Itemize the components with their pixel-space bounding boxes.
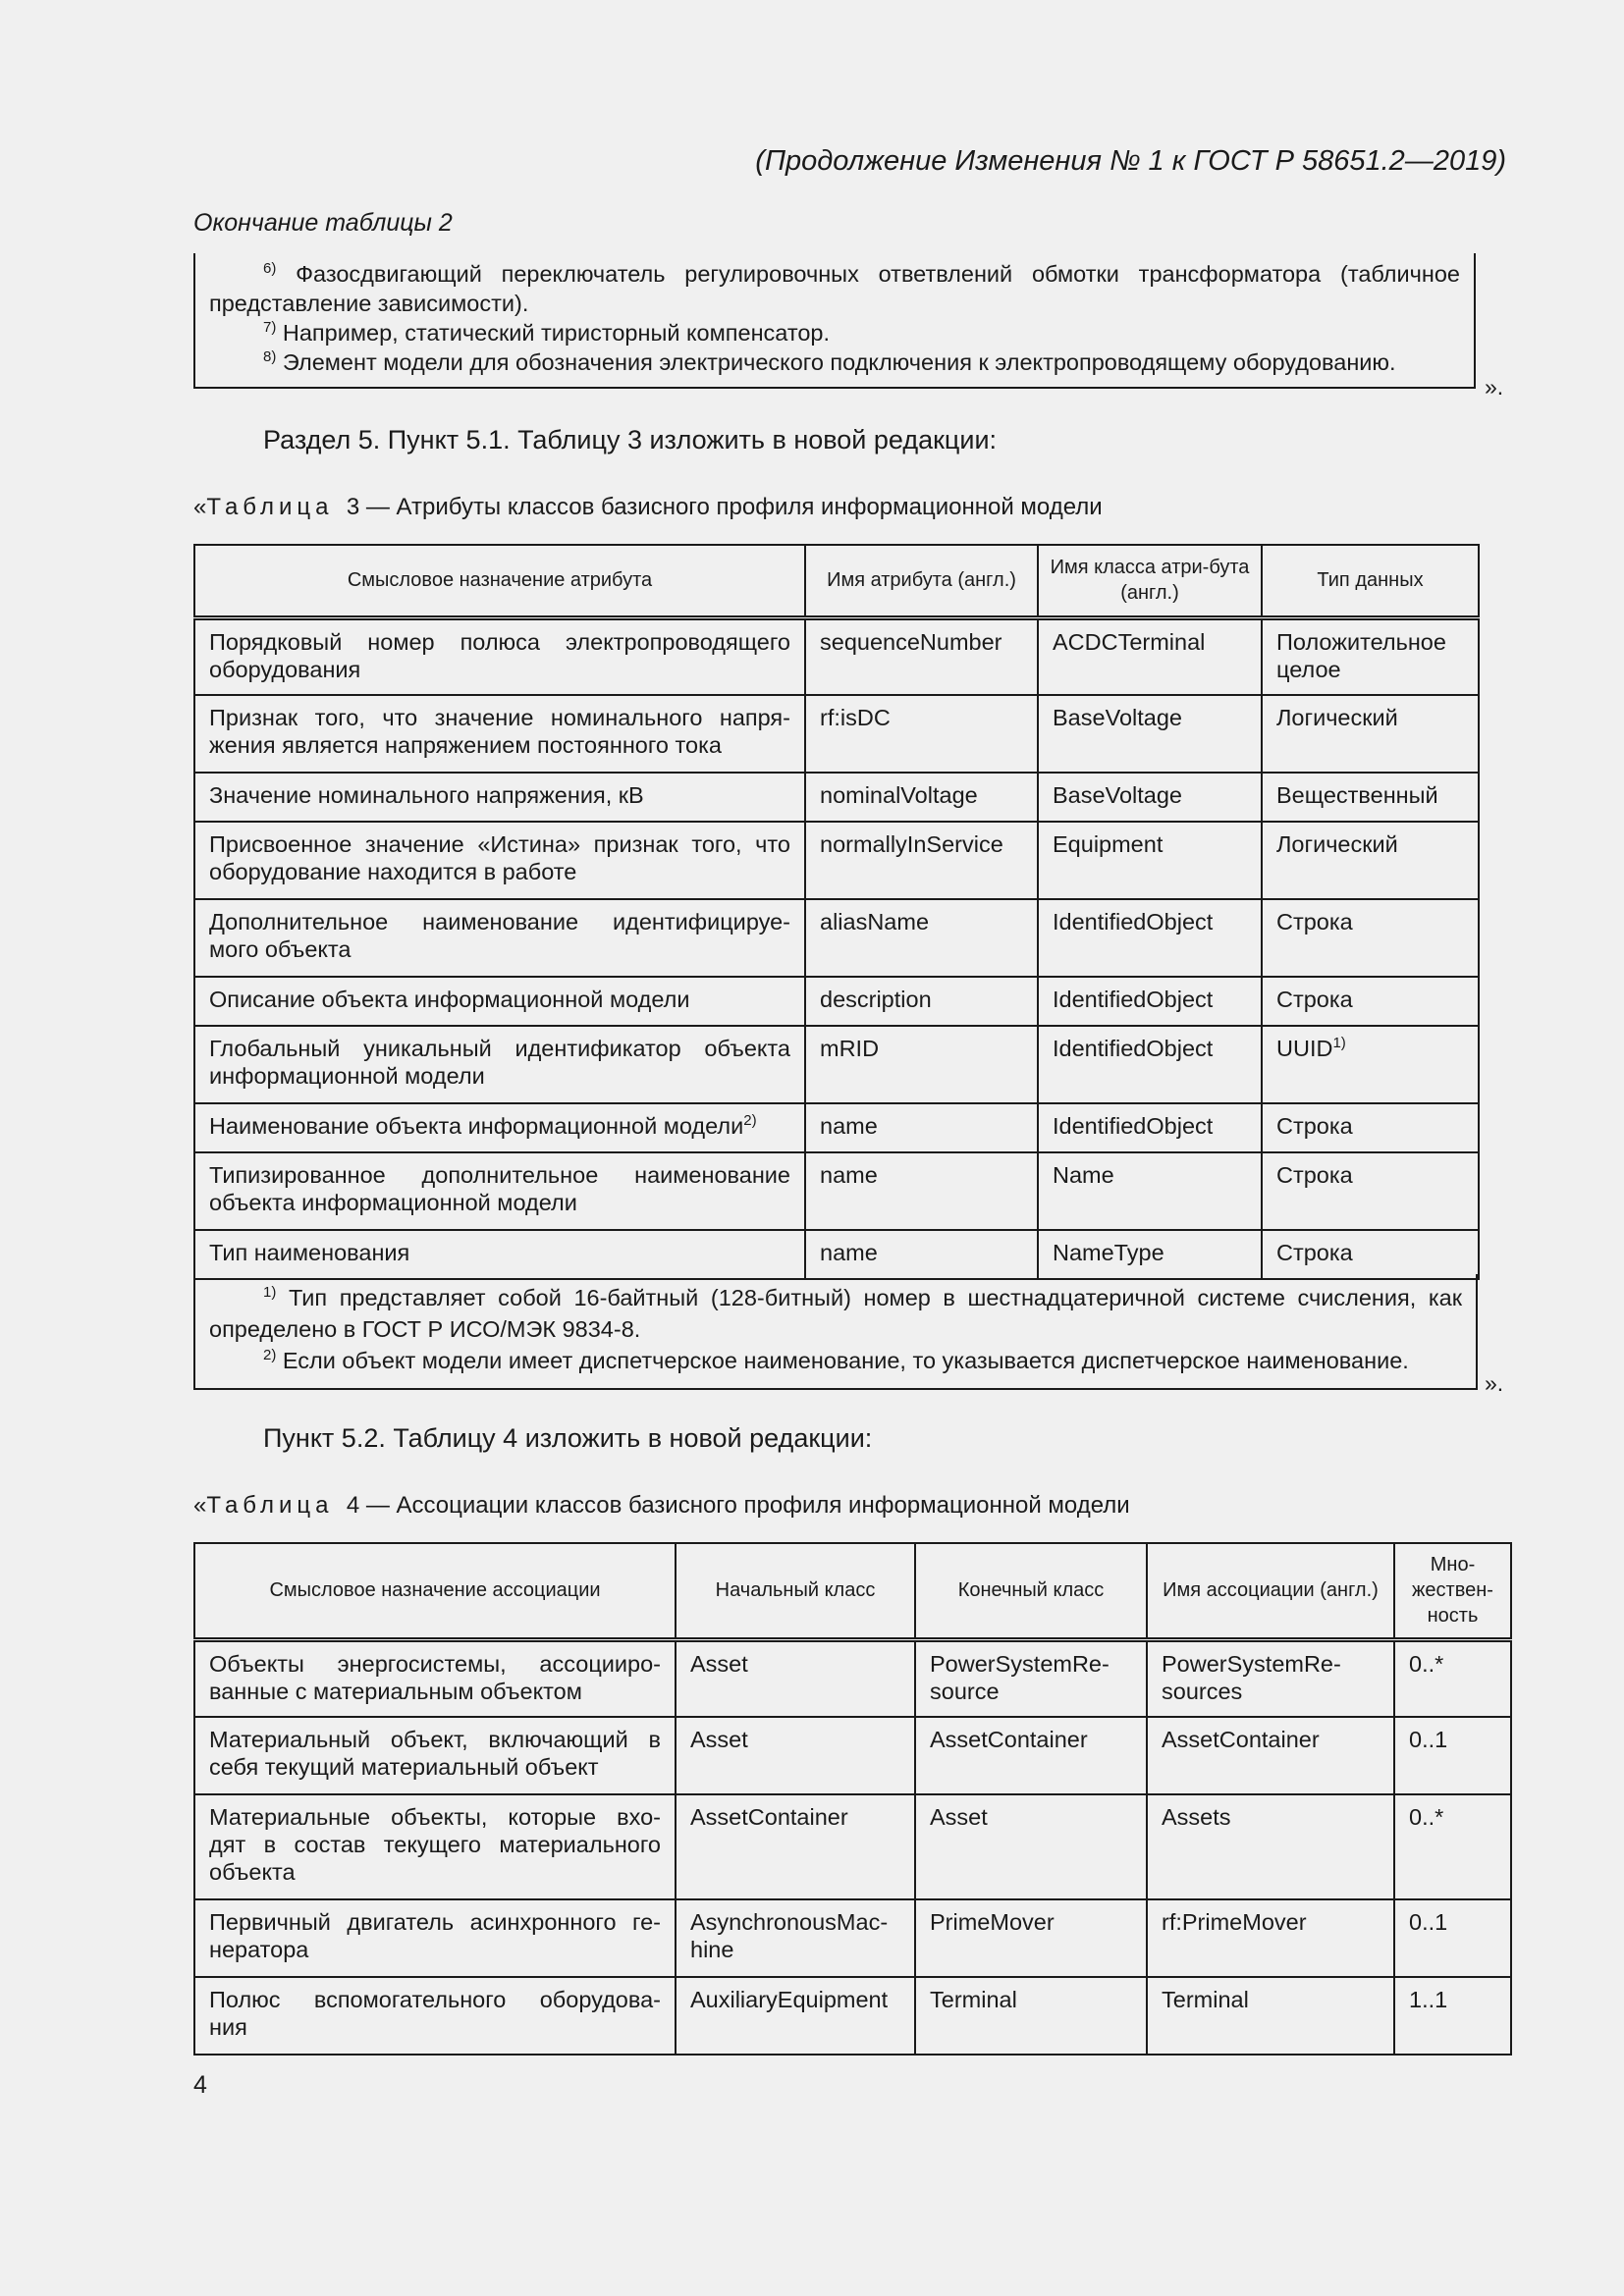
attr-description-cell: Тип наименования [194,1230,805,1279]
attr-name-cell: name [805,1230,1038,1279]
footnote-1: $^{1)}$ Тип представляет собой 16-байтный (128-битный) номер в шестнадцатеричной системе счисления, как [263,1284,1462,1310]
attr-class-cell: BaseVoltage [1038,773,1262,822]
start-class-cell: AsynchronousMac-hine [676,1899,915,1977]
attr-class-cell: ACDCTerminal [1038,617,1262,695]
assoc-name-cell: AssetContainer [1147,1717,1394,1794]
start-class-cell: AuxiliaryEquipment [676,1977,915,2055]
table-row [194,1717,1511,1794]
start-class-cell: Asset [676,1717,915,1794]
col-header: Конечный класс [915,1543,1147,1639]
col-header: Смысловое назначение ассоциации [194,1543,676,1639]
table-row [194,1026,1479,1103]
attr-name-cell: normallyInService [805,822,1038,899]
table-row [194,1152,1479,1230]
multiplicity-cell: 1..1 [1394,1977,1511,2055]
data-type-cell: Вещественный [1262,773,1479,822]
col-header: Мно-жествен-ность [1394,1543,1511,1639]
attr-class-cell: NameType [1038,1230,1262,1279]
attr-description-cell: Значение номинального напряжения, кВ [194,773,805,822]
table-row [194,1103,1479,1152]
attr-name-cell: aliasName [805,899,1038,977]
col-header: Имя ассоциации (англ.) [1147,1543,1394,1639]
table-row [194,1639,1511,1717]
data-type-cell: Строка [1262,977,1479,1026]
table3-closing-quote: ». [1485,1370,1504,1396]
attr-name-cell: mRID [805,1026,1038,1103]
assoc-name-cell: rf:PrimeMover [1147,1899,1394,1977]
data-type-cell: Положительное целое [1262,617,1479,695]
assoc-description-cell: Материальные объекты, которые вхо- дят в состав текущего материального объекта [194,1794,676,1899]
data-type-cell: Строка [1262,1230,1479,1279]
table2-closing-quote: ». [1485,374,1504,400]
attr-class-cell: Equipment [1038,822,1262,899]
attr-name-cell: sequenceNumber [805,617,1038,695]
attr-description-cell: Глобальный уникальный идентификатор объекта информационной модели [194,1026,805,1103]
footnote-2: $^{2)}$ Если объект модели имеет диспетчерское наименование, то указывается диспетчерское наименование. [263,1347,1409,1373]
col-header: Смысловое назначение атрибута [194,545,805,617]
table3-header-row [194,545,1479,617]
multiplicity-cell: 0..* [1394,1639,1511,1717]
footnote-1-cont: определено в ГОСТ Р ИСО/МЭК 9834-8. [209,1316,641,1342]
assoc-description-cell: Первичный двигатель асинхронного ге- нератора [194,1899,676,1977]
footnote-8: $^{8)}$ Элемент модели для обозначения электрического подключения к электропроводящему оборудованию. [263,348,1396,375]
footnote-6-cont: представление зависимости). [209,291,529,316]
attr-class-cell: IdentifiedObject [1038,1026,1262,1103]
data-type-cell: Строка [1262,1152,1479,1230]
attr-description-cell: Присвоенное значение «Истина» признак того, что оборудование находится в работе [194,822,805,899]
table2-footnotes [193,253,1476,389]
footnote-6: $^{6)}$ Фазосдвигающий переключатель регулировочных ответвлений обмотки трансформатора (табличное [263,260,1461,287]
attr-name-cell: nominalVoltage [805,773,1038,822]
table-row [194,822,1479,899]
table-row [194,1230,1479,1279]
multiplicity-cell: 0..* [1394,1794,1511,1899]
footnote-7: $^{7)}$ Например, статический тиристорный компенсатор. [263,319,831,346]
table4-header-row [194,1543,1511,1639]
start-class-cell: Asset [676,1639,915,1717]
table-row [194,617,1479,695]
attr-class-cell: BaseVoltage [1038,695,1262,773]
data-type-cell: Строка [1262,1103,1479,1152]
data-type-cell: Логический [1262,695,1479,773]
assoc-description-cell: Полюс вспомогательного оборудова- ния [194,1977,676,2055]
table3 [193,544,1480,1280]
end-class-cell: PowerSystemRe-source [915,1639,1147,1717]
attr-description-cell: Дополнительное наименование идентифицируе- мого объекта [194,899,805,977]
assoc-description-cell: Объекты энергосистемы, ассоцииро- ванные с материальным объектом [194,1639,676,1717]
attr-class-cell: IdentifiedObject [1038,899,1262,977]
assoc-name-cell: PowerSystemRe-sources [1147,1639,1394,1717]
attr-name-cell: rf:isDC [805,695,1038,773]
assoc-name-cell: Assets [1147,1794,1394,1899]
col-header: Имя атрибута (англ.) [805,545,1038,617]
table-row [194,695,1479,773]
table-row [194,1899,1511,1977]
data-type-cell: Строка [1262,899,1479,977]
data-type-cell: UUID$^{1)}$ [1262,1026,1479,1103]
end-class-cell: PrimeMover [915,1899,1147,1977]
table-row [194,773,1479,822]
col-header: Имя класса атри-бута (англ.) [1038,545,1262,617]
attr-name-cell: name [805,1103,1038,1152]
attr-description-cell: Порядковый номер полюса электропроводящего оборудования [194,617,805,695]
start-class-cell: AssetContainer [676,1794,915,1899]
table4-caption: «Таблица 4 — Ассоциации классов базисного профиля информационной модели [193,1492,1130,1519]
end-class-cell: Terminal [915,1977,1147,2055]
attr-description-cell: Типизированное дополнительное наименование объекта информационной модели [194,1152,805,1230]
section52-instruction: Пункт 5.2. Таблицу 4 изложить в новой редакции: [263,1423,873,1453]
table-row [194,899,1479,977]
table3-footnotes [193,1274,1478,1390]
page-number: 4 [193,2071,207,2099]
data-type-cell: Логический [1262,822,1479,899]
page-header: (Продолжение Изменения № 1 к ГОСТ Р 58651.2—2019) [755,145,1506,177]
attr-class-cell: IdentifiedObject [1038,977,1262,1026]
assoc-name-cell: Terminal [1147,1977,1394,2055]
attr-description-cell: Признак того, что значение номинального напря- жения является напряжением постоянного тока [194,695,805,773]
col-header: Тип данных [1262,545,1479,617]
attr-class-cell: IdentifiedObject [1038,1103,1262,1152]
attr-class-cell: Name [1038,1152,1262,1230]
end-class-cell: AssetContainer [915,1717,1147,1794]
multiplicity-cell: 0..1 [1394,1899,1511,1977]
section5-instruction: Раздел 5. Пункт 5.1. Таблицу 3 изложить в новой редакции: [263,425,998,454]
end-class-cell: Asset [915,1794,1147,1899]
col-header: Начальный класс [676,1543,915,1639]
table-row [194,1794,1511,1899]
table-row [194,977,1479,1026]
attr-name-cell: description [805,977,1038,1026]
table3-caption: «Таблица 3 — Атрибуты классов базисного профиля информационной модели [193,494,1103,520]
table2-end-caption: Окончание таблицы 2 [193,209,453,237]
attr-description-cell: Описание объекта информационной модели [194,977,805,1026]
multiplicity-cell: 0..1 [1394,1717,1511,1794]
table4 [193,1542,1512,2056]
assoc-description-cell: Материальный объект, включающий в себя текущий материальный объект [194,1717,676,1794]
table-row [194,1977,1511,2055]
attr-description-cell: Наименование объекта информационной модели$^{2)}$ [194,1103,805,1152]
attr-name-cell: name [805,1152,1038,1230]
